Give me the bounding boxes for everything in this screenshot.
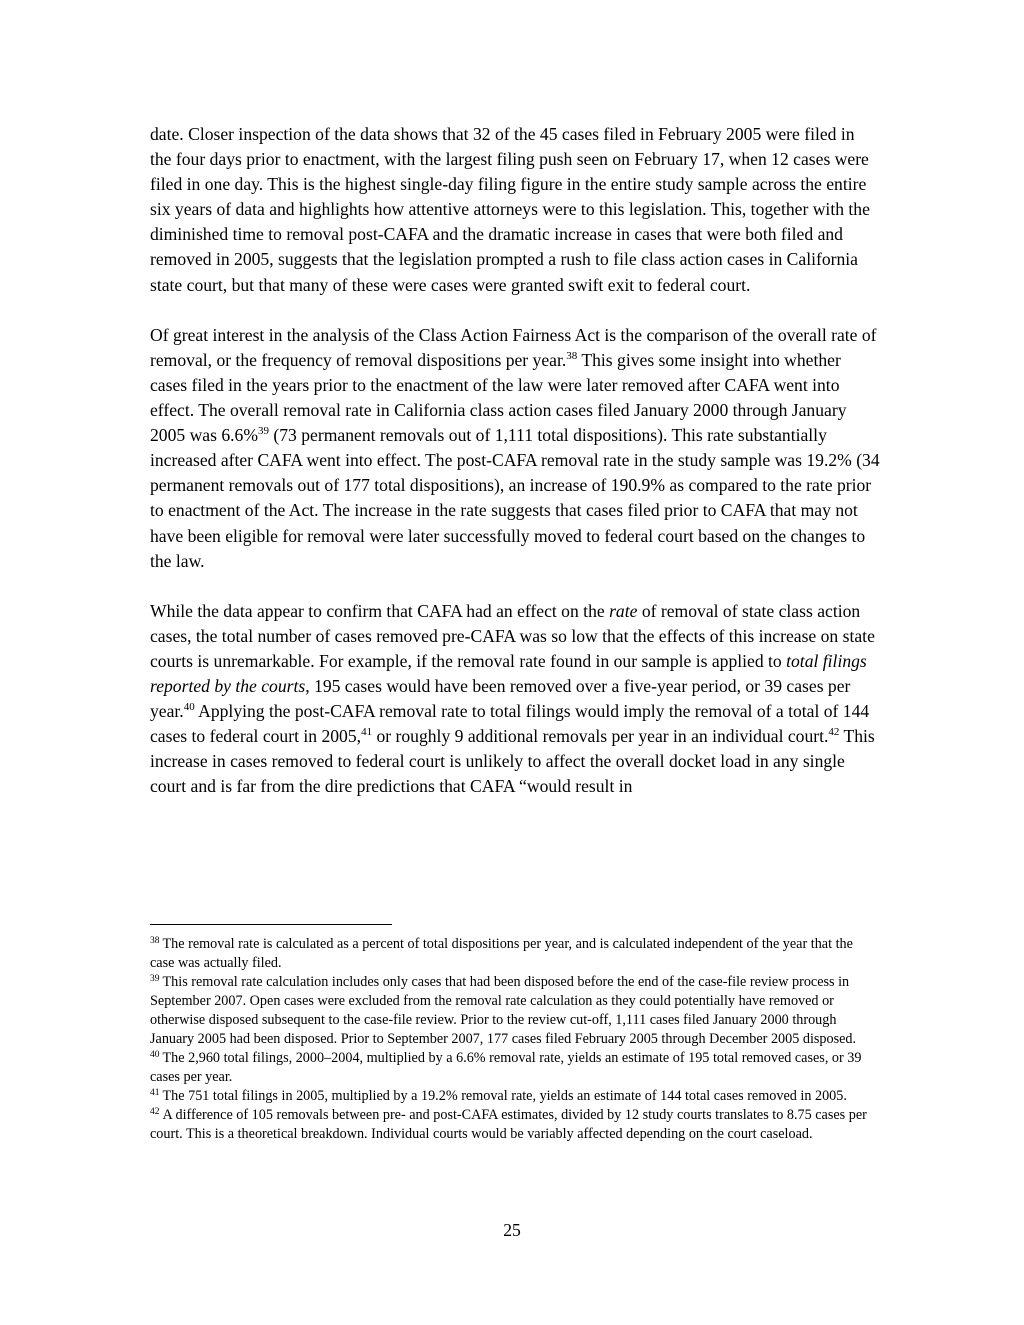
paragraph-3-text-c: , 195 cases would have been removed over a five-year period, or 39 cases per year.	[150, 676, 851, 722]
footnote-40	[150, 1049, 880, 1087]
footnote-number: 39	[150, 974, 160, 984]
page-body	[150, 122, 880, 800]
paragraph-3-text-f: This increase in cases removed to federal court is unlikely to affect the overall docket load in any single court and is far from the dire predictions that CAFA “would result in	[150, 726, 875, 797]
footnote-ref-38[interactable]: 38	[566, 349, 578, 362]
paragraph-3	[150, 599, 880, 800]
footnotes-section	[150, 924, 880, 1144]
footnote-text: The 2,960 total filings, 2000–2004, multiplied by a 6.6% removal rate, yields an estimate of 195 total removed cases, or 39 cases per year.	[150, 1050, 862, 1085]
paragraph-3-text-b: of removal of state class action cases, the total number of cases removed pre-CAFA was so low that the effects of this increase on state courts is unremarkable. For example, if the removal rate found in our sample is applied to	[150, 600, 875, 671]
footnote-ref-41[interactable]: 41	[361, 726, 373, 739]
footnote-41	[150, 1087, 880, 1106]
paragraph-3-text-a: While the data appear to confirm that CAFA had an effect on the	[150, 600, 610, 621]
emphasis-rate: rate	[609, 600, 638, 621]
footnote-separator	[150, 924, 392, 925]
footnote-39	[150, 973, 880, 1049]
paragraph-3-text-d: Applying the post-CAFA removal rate to total filings would imply the removal of a total of 144 cases to federal court in 2005,	[150, 701, 870, 747]
footnote-text: The 751 total filings in 2005, multiplied by a 19.2% removal rate, yields an estimate of 144 total cases removed in 2005.	[162, 1088, 847, 1104]
footnote-text: This removal rate calculation includes only cases that had been disposed before the end of the case-file review process in September 2007. Open cases were excluded from the removal rate calculation as they could potentially have removed or otherwise disposed subsequent to the case-file review. Prior to the review cut-off, 1,111 cases filed January 2000 through January 2005 had been disposed. Prior to September 2007, 177 cases filed February 2005 through December 2005 disposed.	[150, 974, 857, 1047]
footnote-42	[150, 1106, 880, 1144]
paragraph-2-text-b: This gives some insight into whether cases filed in the years prior to the enactment of the law were later removed after CAFA went into effect. The overall removal rate in California class action cases filed January 2000 through January 2005 was 6.6%	[150, 349, 847, 446]
paragraph-1: date. Closer inspection of the data shows that 32 of the 45 cases filed in February 2005 were filed in the four days prior to enactment, with the largest filing push seen on February 17, when 12 cases were filed in one day. This is the highest single-day filing figure in the entire study sample across the entire six years of data and highlights how attentive attorneys were to this legislation. This, together with the diminished time to removal post-CAFA and the dramatic increase in cases that were both filed and removed in 2005, suggests that the legislation prompted a rush to file class action cases in California state court, but that many of these were cases were granted swift exit to federal court.	[150, 124, 870, 295]
paragraph-3-text-e: or roughly 9 additional removals per year in an individual court.	[372, 726, 829, 747]
footnote-ref-39[interactable]: 39	[258, 425, 269, 438]
paragraph-2-text-a: Of great interest in the analysis of the Class Action Fairness Act is the comparison of the overall rate of removal, or the frequency of removal dispositions per year.	[150, 324, 877, 370]
page-number: 25	[503, 1220, 521, 1240]
paragraph-2-text-c: (73 permanent removals out of 1,111 total dispositions). This rate substantially increased after CAFA went into effect. The post-CAFA removal rate in the study sample was 19.2% (34 permanent removals out of 177 total dispositions), an increase of 190.9% as compared to the rate prior to enactment of the Act. The increase in the rate suggests that cases filed prior to CAFA that may not have been eligible for removal were later successfully moved to federal court based on the changes to the law.	[150, 425, 880, 571]
footnote-38	[150, 935, 880, 973]
footnote-number: 41	[150, 1088, 160, 1098]
footnote-number: 38	[150, 936, 160, 946]
footnote-ref-40[interactable]: 40	[183, 701, 195, 714]
paragraph-2	[150, 323, 880, 574]
emphasis-total-filings: total filings reported by the courts	[150, 650, 867, 697]
footnote-ref-42[interactable]: 42	[828, 726, 840, 739]
footnote-number: 40	[150, 1050, 160, 1060]
footnote-text: A difference of 105 removals between pre- and post-CAFA estimates, divided by 12 study courts translates to 8.75 cases per court. This is a theoretical breakdown. Individual courts would be variably affected depending on the court caseload.	[150, 1107, 867, 1142]
footnote-number: 42	[150, 1107, 160, 1117]
footnote-text: The removal rate is calculated as a percent of total dispositions per year, and is calculated independent of the year that the case was actually filed.	[150, 936, 853, 971]
